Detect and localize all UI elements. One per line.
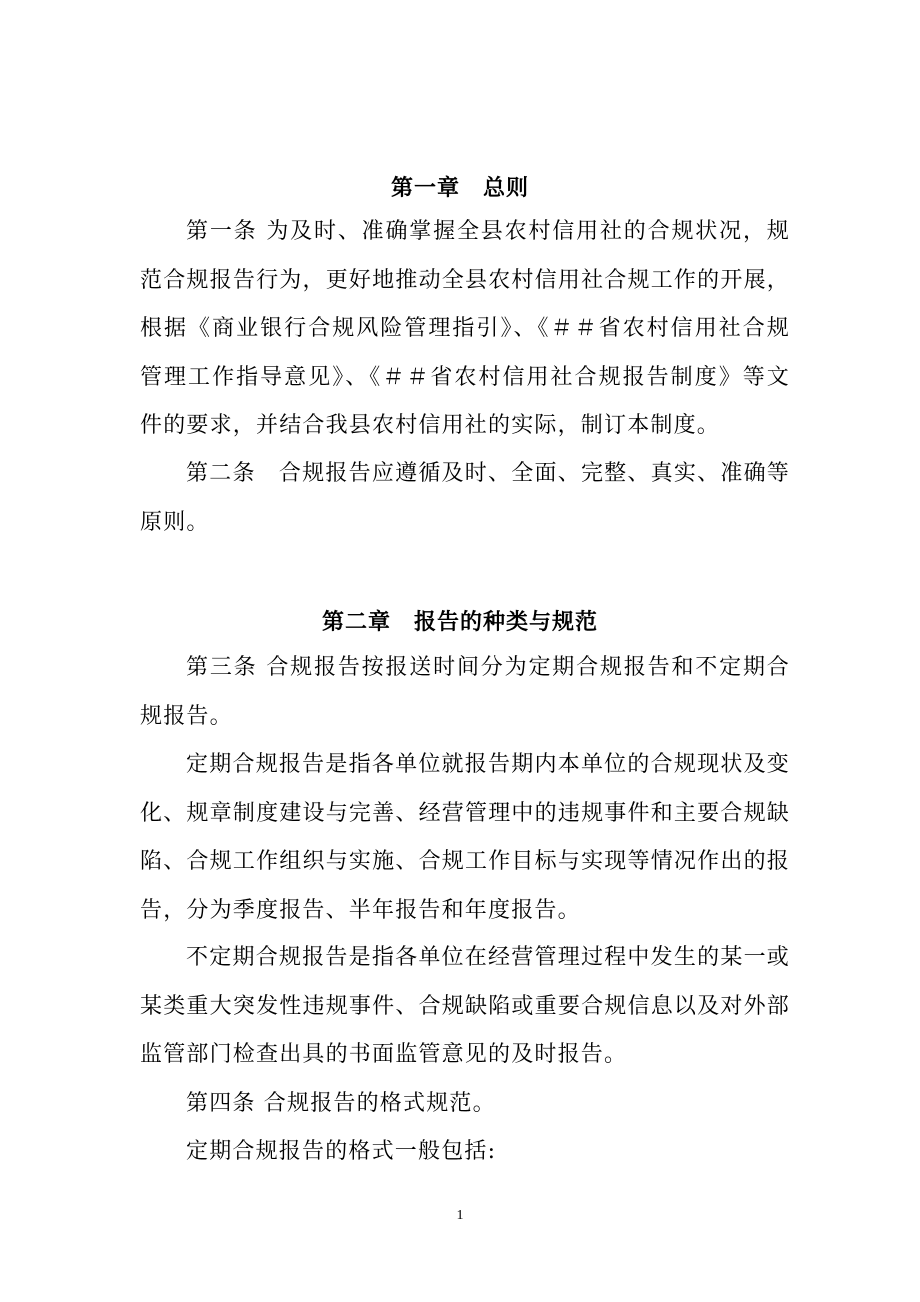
article-3-paragraph: 第三条 合规报告按报送时间分为定期合规报告和不定期合规报告。 — [140, 655, 790, 729]
periodic-report-definition: 定期合规报告是指各单位就报告期内本单位的合规现状及变化、规章制度建设与完善、经营管理中的违规事件和主要合规缺陷、合规工作组织与实施、合规工作目标与实现等情况作出的报告，分为季度报告、半年报告和年度报告。 — [140, 752, 790, 923]
chapter-1-title: 第一章 总则 — [390, 175, 529, 201]
page-number: 1 — [456, 1208, 464, 1223]
irregular-report-definition: 不定期合规报告是指各单位在经营管理过程中发生的某一或某类重大突发性违规事件、合规缺陷或重要合规信息以及对外部监管部门检查出具的书面监管意见的及时报告。 — [140, 945, 790, 1067]
chapter-2-title: 第二章 报告的种类与规范 — [321, 609, 598, 635]
format-intro-paragraph: 定期合规报告的格式一般包括: — [186, 1139, 497, 1164]
article-4-paragraph: 第四条 合规报告的格式规范。 — [186, 1091, 496, 1116]
article-1-paragraph: 第一条 为及时、准确掌握全县农村信用社的合规状况，规范合规报告行为，更好地推动全县农村信用社合规工作的开展，根据《商业银行合规风险管理指引》、《＃＃省农村信用社合规管理工作指导意见》、《＃＃省农村信用社合规报告制度》等文件的要求，并结合我县农村信用社的实际，制订本制度。 — [140, 219, 790, 438]
article-2-paragraph: 第二条 合规报告应遵循及时、全面、完整、真实、准确等原则。 — [140, 461, 790, 535]
